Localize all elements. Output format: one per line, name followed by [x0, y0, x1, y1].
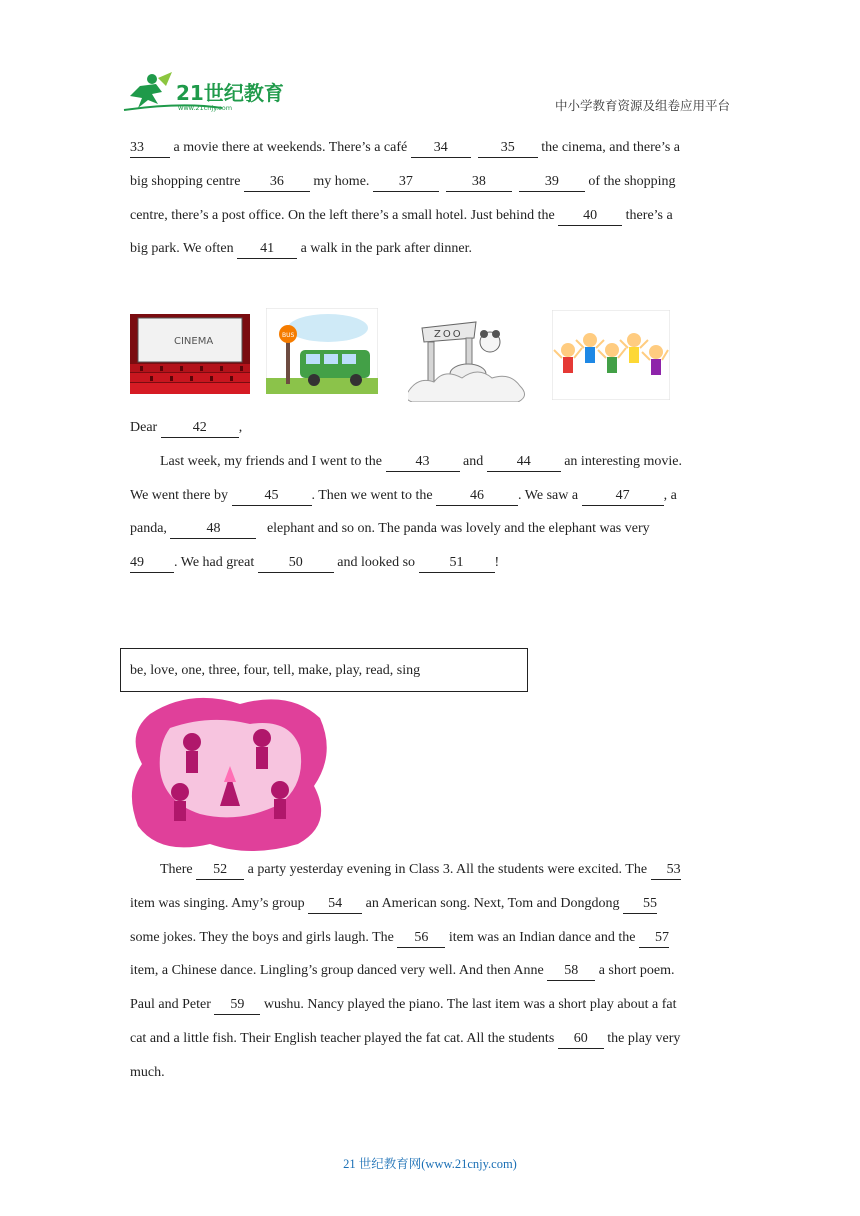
blank-57[interactable]: 57	[639, 930, 669, 948]
blank-54[interactable]: 54	[308, 896, 362, 914]
blank-60[interactable]: 60	[558, 1031, 604, 1049]
word-bank: be, love, one, three, four, tell, make, play, read, sing	[130, 663, 421, 678]
passage-1: 33 a movie there at weekends. There’s a café 34 35 the cinema, and there’s a big shopping centre 36 my home. 37 38 39 of the shopping centre, there’s a post office. On the left there’s a small hotel. Just behind the 40 there’s a big park. We often 41 a walk in the park after dinner.	[130, 131, 732, 266]
party-passage: There 52 a party yesterday evening in Class 3. All the students were excited. The 53 item was singing. Amy’s group 54 an American song. Next, Tom and Dongdong 55 some jokes. They the boys and girls laugh. The 56 item was an Indian dance and the 57 item, a Chinese dance. Lingling’s group danced very well. And then Anne 58 a short poem. Paul and Peter 59 wushu. Nancy played the piano. The last item was a short play about a fat cat and a little fish. Their English teacher played the fat cat. All the students 60 the play very much.	[130, 862, 681, 1080]
blank-58[interactable]: 58	[547, 963, 595, 981]
blank-50[interactable]: 50	[258, 555, 334, 573]
blank-48[interactable]: 48	[170, 521, 256, 539]
blank-45[interactable]: 45	[232, 488, 312, 506]
party-picture	[130, 694, 332, 852]
word-bank-box	[120, 648, 528, 692]
blank-35[interactable]: 35	[478, 140, 538, 158]
page-footer: 21 世纪教育网(www.21cnjy.com)	[343, 1157, 517, 1171]
logo-sub: www.21cnjy.com	[178, 104, 233, 112]
blank-59[interactable]: 59	[214, 997, 260, 1015]
blank-47[interactable]: 47	[582, 488, 664, 506]
blank-49[interactable]: 49	[130, 555, 174, 573]
blank-41[interactable]: 41	[237, 241, 297, 259]
site-logo	[122, 70, 287, 114]
blank-39[interactable]: 39	[519, 174, 585, 192]
blank-33[interactable]: 33	[130, 140, 170, 158]
blank-43[interactable]: 43	[386, 454, 460, 472]
svg-text:BUS: BUS	[282, 332, 295, 339]
cinema-picture	[130, 314, 250, 394]
site-tagline: 中小学教育资源及组卷应用平台	[554, 98, 730, 113]
svg-text:CINEMA: CINEMA	[174, 336, 214, 347]
letter-passage: Dear 42 , Last week, my friends and I went to the 43 and 44 an interesting movie. We went there by 45 . Then we went to the 46 . We saw a 47 , a panda, 48 elephant and so on. The panda was lovely and the elephant was very 49 . We had great 50 and looked so 51 !	[130, 411, 732, 580]
blank-51[interactable]: 51	[419, 555, 495, 573]
zoo-picture	[408, 316, 528, 402]
blank-36[interactable]: 36	[244, 174, 310, 192]
blank-34[interactable]: 34	[411, 140, 471, 158]
svg-text:ZOO: ZOO	[434, 329, 463, 340]
blank-44[interactable]: 44	[487, 454, 561, 472]
blank-55[interactable]: 55	[623, 896, 657, 914]
blank-38[interactable]: 38	[446, 174, 512, 192]
bus-picture	[266, 308, 378, 394]
logo-text: 21世纪教育	[176, 81, 284, 105]
blank-52[interactable]: 52	[196, 862, 244, 880]
blank-37[interactable]: 37	[373, 174, 439, 192]
kids-picture	[552, 310, 670, 400]
blank-40[interactable]: 40	[558, 208, 622, 226]
blank-56[interactable]: 56	[397, 930, 445, 948]
blank-42[interactable]: 42	[161, 420, 239, 438]
blank-53[interactable]: 53	[651, 862, 681, 880]
blank-46[interactable]: 46	[436, 488, 518, 506]
